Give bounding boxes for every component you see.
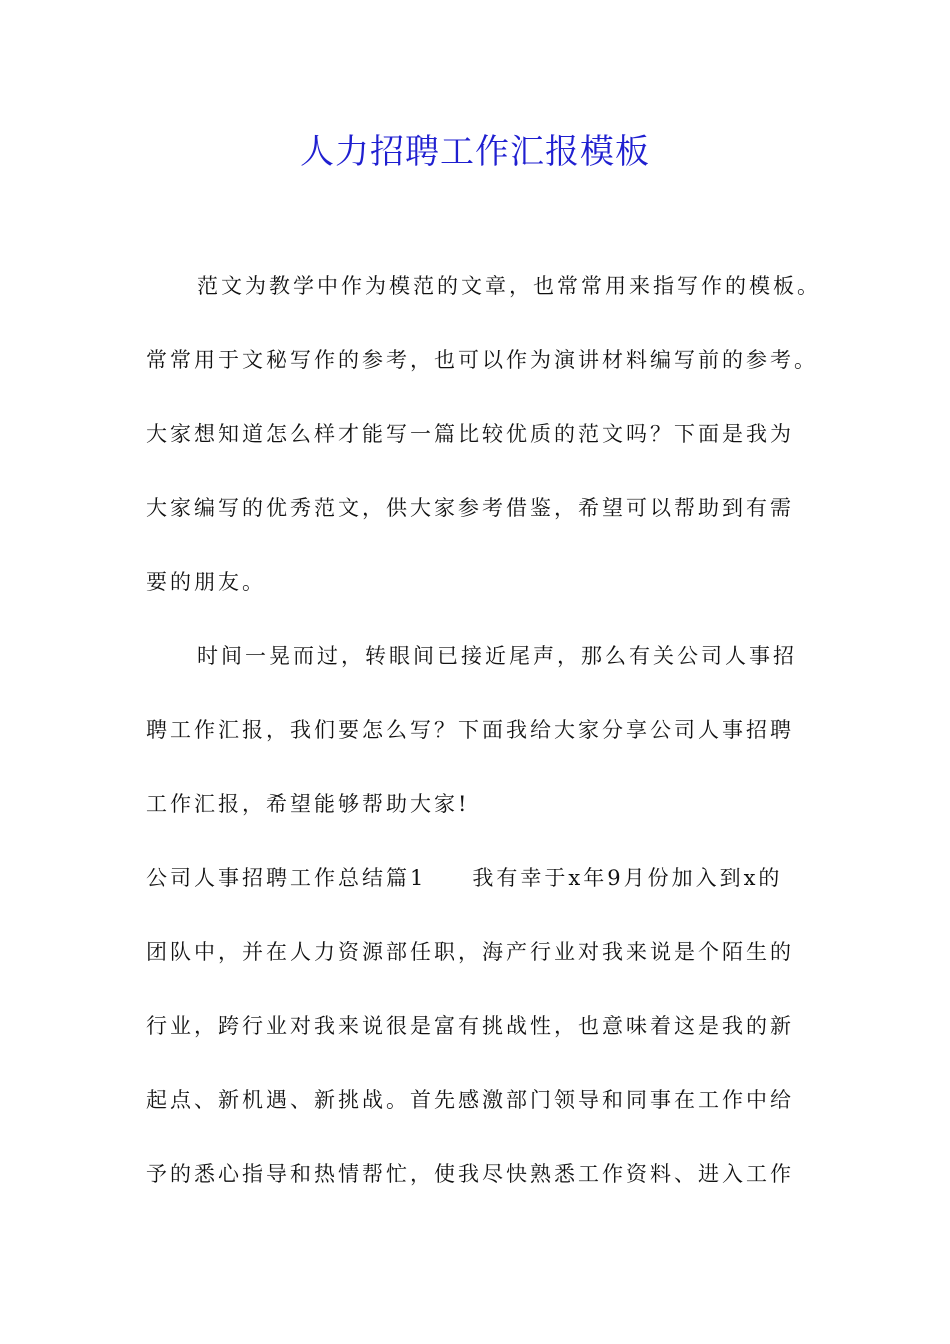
- document-title: 人力招聘工作汇报模板: [300, 132, 650, 172]
- paragraph-line: 大家编写的优秀范文，供大家参考借鉴，希望可以帮助到有需: [146, 496, 794, 520]
- section-heading-line: [146, 856, 811, 930]
- paragraph-line: 范文为教学中作为模范的文章，也常常用来指写作的模板。: [197, 274, 821, 298]
- paragraph-line: 大家想知道怎么样才能写一篇比较优质的范文吗？下面是我为: [146, 422, 794, 446]
- paragraph-line: 聘工作汇报，我们要怎么写？下面我给大家分享公司人事招聘: [146, 718, 794, 742]
- section-heading: 公司人事招聘工作总结篇1: [146, 866, 427, 890]
- paragraph-line: 起点、新机遇、新挑战。首先感激部门领导和同事在工作中给: [146, 1088, 794, 1112]
- document-body: [146, 264, 821, 1226]
- paragraph-line: 行业，跨行业对我来说很是富有挑战性，也意味着这是我的新: [146, 1014, 794, 1038]
- paragraph-line: 工作汇报，希望能够帮助大家!: [146, 792, 470, 816]
- paragraph-line: 予的悉心指导和热情帮忙，使我尽快熟悉工作资料、进入工作: [146, 1162, 794, 1186]
- paragraph-start: 我有幸于x年9月份加入到x的: [472, 866, 783, 890]
- paragraph-line: 时间一晃而过，转眼间已接近尾声，那么有关公司人事招: [197, 644, 797, 668]
- paragraph-line: 要的朋友。: [146, 570, 266, 594]
- paragraph-line: 团队中，并在人力资源部任职，海产行业对我来说是个陌生的: [146, 940, 794, 964]
- paragraph-line: 常常用于文秘写作的参考，也可以作为演讲材料编写前的参考。: [146, 348, 818, 372]
